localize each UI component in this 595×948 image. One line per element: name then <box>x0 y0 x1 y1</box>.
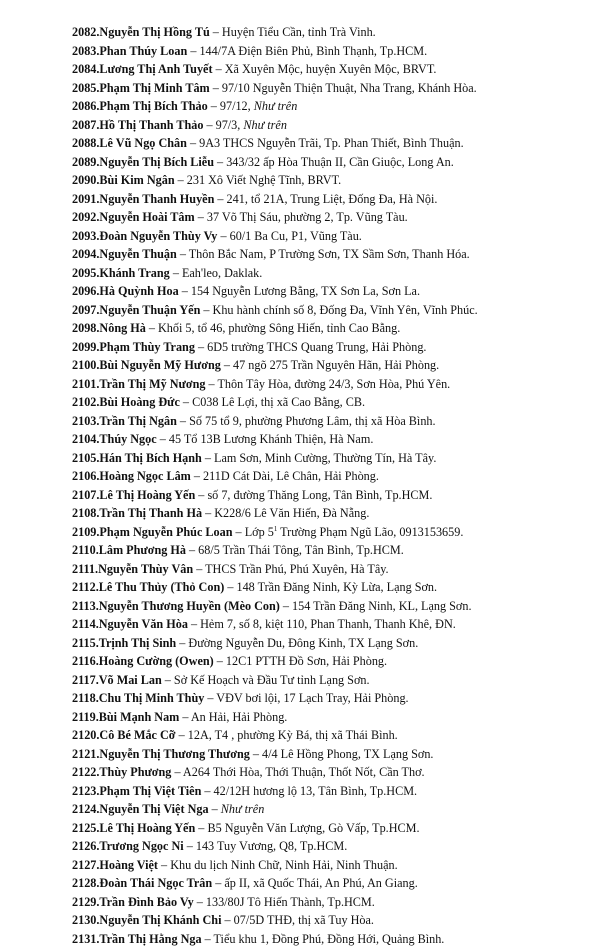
entry-name: Nguyễn Thương Huyền (Mèo Con) <box>99 599 280 613</box>
entry-number: 2100. <box>72 358 99 372</box>
entry-number: 2086. <box>72 99 99 113</box>
entry-superscript: 1 <box>274 524 278 532</box>
entry-name: Hoàng Cường (Owen) <box>99 654 214 668</box>
list-item <box>72 615 582 634</box>
entry-description: – 144/7A Điện Biên Phủ, Bình Thạnh, Tp.HCM. <box>187 44 427 58</box>
entry-name: Nguyễn Thanh Huyền <box>99 192 214 206</box>
entry-number: 2123. <box>72 784 99 798</box>
entry-number: 2115. <box>72 636 99 650</box>
entry-name: Trần Thị Hằng Nga <box>99 932 201 946</box>
entry-number: 2096. <box>72 284 99 298</box>
entry-name: Cô Bé Mắc Cỡ <box>99 728 175 742</box>
entry-description: – Hẻm 7, số 8, kiệt 110, Phan Thanh, Thanh Khê, ĐN. <box>188 617 456 631</box>
entry-name: Đoàn Thái Ngọc Trân <box>99 876 212 890</box>
entry-number: 2118. <box>72 691 99 705</box>
entry-number: 2087. <box>72 118 99 132</box>
entry-number: 2107. <box>72 488 99 502</box>
entry-description: – 154 Trần Đăng Ninh, KL, Lạng Sơn. <box>280 599 472 613</box>
entry-number: 2106. <box>72 469 99 483</box>
list-item <box>72 782 582 801</box>
entry-note: Như trên <box>243 118 287 132</box>
entry-name: Trần Thị Ngân <box>99 414 176 428</box>
entry-number: 2113. <box>72 599 99 613</box>
entry-number: 2110. <box>72 543 99 557</box>
entry-name: Nguyễn Thùy Vân <box>98 562 193 576</box>
entry-number: 2094. <box>72 247 99 261</box>
entry-description: – 148 Trần Đăng Ninh, Kỳ Lừa, Lạng Sơn. <box>224 580 437 594</box>
list-item <box>72 319 582 338</box>
entry-name: Hoàng Ngọc Lâm <box>99 469 190 483</box>
entry-name: Chu Thị Minh Thùy <box>99 691 205 705</box>
entry-description: – 343/32 ấp Hòa Thuận II, Cần Giuộc, Long An. <box>214 155 454 169</box>
entry-number: 2128. <box>72 876 99 890</box>
entry-name: Phan Thúy Loan <box>99 44 187 58</box>
entry-description: – VĐV bơi lội, 17 Lạch Tray, Hải Phòng. <box>204 691 408 705</box>
entry-description: – Đường Nguyễn Du, Đông Kinh, TX Lạng Sơn. <box>176 636 418 650</box>
entry-number: 2125. <box>72 821 99 835</box>
entry-name: Nguyễn Thị Hồng Tú <box>99 25 209 39</box>
list-item <box>72 911 582 930</box>
entry-name: Trần Đình Bảo Vy <box>99 895 193 909</box>
list-item <box>72 356 582 375</box>
entry-description: – 4/4 Lê Hồng Phong, TX Lạng Sơn. <box>250 747 434 761</box>
entry-name: Phạm Thùy Trang <box>99 340 195 354</box>
entry-name: Bùi Nguyễn Mỹ Hương <box>99 358 220 372</box>
entry-name: Hoàng Việt <box>99 858 158 872</box>
list-item <box>72 245 582 264</box>
list-item <box>72 763 582 782</box>
list-item <box>72 634 582 653</box>
list-item <box>72 264 582 283</box>
list-item <box>72 208 582 227</box>
list-item <box>72 597 582 616</box>
list-item <box>72 227 582 246</box>
entry-number: 2104. <box>72 432 99 446</box>
entry-name: Nông Hà <box>99 321 145 335</box>
entry-description: – Thôn Tây Hòa, đường 24/3, Sơn Hòa, Phú Yên. <box>205 377 450 391</box>
entry-name: Lê Thị Hoàng Yến <box>99 821 195 835</box>
entry-description: – 60/1 Ba Cu, P1, Vũng Tàu. <box>217 229 361 243</box>
entry-description: – 97/3, <box>203 118 243 132</box>
list-item <box>72 893 582 912</box>
entry-number: 2091. <box>72 192 99 206</box>
list-item <box>72 745 582 764</box>
list-item <box>72 171 582 190</box>
entry-number: 2120. <box>72 728 99 742</box>
entry-number: 2112. <box>72 580 99 594</box>
entry-number: 2101. <box>72 377 99 391</box>
entry-description: – An Hải, Hải Phòng. <box>179 710 287 724</box>
entry-name: Lê Thu Thủy (Thỏ Con) <box>99 580 225 594</box>
entry-number: 2127. <box>72 858 99 872</box>
entry-description: – Huyện Tiểu Cần, tỉnh Trà Vinh. <box>210 25 376 39</box>
list-item <box>72 560 582 579</box>
entry-name: Nguyễn Thị Bích Liễu <box>99 155 214 169</box>
list-item <box>72 153 582 172</box>
list-item <box>72 393 582 412</box>
entry-description: – 211D Cát Dài, Lê Chân, Hải Phòng. <box>191 469 379 483</box>
entry-note: Như trên <box>254 99 298 113</box>
entry-number: 2114. <box>72 617 99 631</box>
entry-description: – ấp II, xã Quốc Thái, An Phú, An Giang. <box>212 876 418 890</box>
list-item <box>72 856 582 875</box>
list-item <box>72 97 582 116</box>
entry-name: Phạm Thị Bích Thảo <box>99 99 207 113</box>
list-item <box>72 800 582 819</box>
list-item <box>72 338 582 357</box>
entry-description: – 97/10 Nguyễn Thiện Thuật, Nha Trang, Khánh Hòa. <box>210 81 477 95</box>
entry-number: 2088. <box>72 136 99 150</box>
entry-number: 2099. <box>72 340 99 354</box>
entry-number: 2085. <box>72 81 99 95</box>
entry-number: 2082. <box>72 25 99 39</box>
entry-number: 2117. <box>72 673 99 687</box>
list-item <box>72 375 582 394</box>
entry-number: 2089. <box>72 155 99 169</box>
list-item <box>72 79 582 98</box>
entry-description: – Tiểu khu 1, Đồng Phú, Đồng Hới, Quảng Bình. <box>202 932 445 946</box>
entry-description: – số 7, đường Thăng Long, Tân Bình, Tp.HCM. <box>195 488 432 502</box>
entry-name: Khánh Trang <box>99 266 169 280</box>
list-item <box>72 467 582 486</box>
entry-name: Trần Thị Mỹ Nương <box>99 377 205 391</box>
entry-description: – A264 Thới Hòa, Thới Thuận, Thốt Nốt, Cần Thơ. <box>171 765 424 779</box>
entry-description: – K228/6 Lê Văn Hiến, Đà Nẵng. <box>202 506 369 520</box>
entry-number: 2097. <box>72 303 99 317</box>
list-item <box>72 116 582 135</box>
list-item <box>72 689 582 708</box>
entry-description: – Khu hành chính số 8, Đống Đa, Vĩnh Yên, Vĩnh Phúc. <box>200 303 477 317</box>
entry-name: Đoàn Nguyễn Thùy Vy <box>99 229 217 243</box>
entry-description: – <box>209 802 221 816</box>
entry-description: – Lớp 5 <box>233 525 274 539</box>
entry-description: – C038 Lê Lợi, thị xã Cao Bằng, CB. <box>180 395 365 409</box>
entry-description: – Khối 5, tổ 46, phường Sông Hiến, tỉnh Cao Bằng. <box>146 321 400 335</box>
list-item <box>72 23 582 42</box>
entry-name: Nguyễn Thuận <box>99 247 176 261</box>
list-item <box>72 412 582 431</box>
list-item <box>72 874 582 893</box>
entry-number: 2124. <box>72 802 99 816</box>
list-item <box>72 449 582 468</box>
entry-description: – 231 Xô Viết Nghệ Tĩnh, BRVT. <box>175 173 342 187</box>
entry-description: – 12A, T4 , phường Kỳ Bá, thị xã Thái Bình. <box>176 728 398 742</box>
entry-name: Trịnh Thị Sinh <box>99 636 176 650</box>
entry-description: – Thôn Bắc Nam, P Trường Sơn, TX Sầm Sơn, Thanh Hóa. <box>177 247 470 261</box>
entry-number: 2121. <box>72 747 99 761</box>
entry-number: 2093. <box>72 229 99 243</box>
entry-name: Nguyễn Thị Việt Nga <box>99 802 208 816</box>
entry-number: 2119. <box>72 710 99 724</box>
list-item <box>72 671 582 690</box>
entry-name: Lê Thị Hoàng Yến <box>99 488 195 502</box>
entry-description: – THCS Trần Phú, Phú Xuyên, Hà Tây. <box>193 562 388 576</box>
entry-description: – Lam Sơn, Minh Cường, Thường Tín, Hà Tây. <box>202 451 437 465</box>
list-item <box>72 42 582 61</box>
entry-number: 2131. <box>72 932 99 946</box>
entry-name: Hán Thị Bích Hạnh <box>99 451 201 465</box>
list-item <box>72 578 582 597</box>
list-item <box>72 652 582 671</box>
entry-description: – Số 75 tổ 9, phường Phương Lâm, thị xã Hòa Bình. <box>177 414 436 428</box>
entry-number: 2126. <box>72 839 99 853</box>
list-item <box>72 486 582 505</box>
entry-name: Thúy Ngọc <box>99 432 156 446</box>
entry-number: 2122. <box>72 765 99 779</box>
entry-description: – 97/12, <box>208 99 254 113</box>
list-item <box>72 190 582 209</box>
entry-name: Nguyễn Thị Khánh Chi <box>99 913 221 927</box>
list-item <box>72 134 582 153</box>
entry-number: 2084. <box>72 62 99 76</box>
list-item <box>72 301 582 320</box>
entry-name: Lương Thị Anh Tuyết <box>99 62 212 76</box>
entry-name: Bùi Mạnh Nam <box>99 710 180 724</box>
entry-description: – 47 ngõ 275 Trần Nguyên Hãn, Hải Phòng. <box>221 358 439 372</box>
entry-description: – 241, tổ 21A, Trung Liệt, Đống Đa, Hà Nội. <box>214 192 437 206</box>
entry-name: Phạm Thị Việt Tiên <box>99 784 201 798</box>
entry-list <box>72 23 582 948</box>
entry-description: – 68/5 Trần Thái Tông, Tân Bình, Tp.HCM. <box>186 543 404 557</box>
entry-description: – 143 Tuy Vương, Q8, Tp.HCM. <box>184 839 348 853</box>
entry-description: – 12C1 PTTH Đồ Sơn, Hải Phòng. <box>214 654 387 668</box>
entry-description: – 07/5D THĐ, thị xã Tuy Hòa. <box>221 913 373 927</box>
entry-description: – 45 Tổ 13B Lương Khánh Thiện, Hà Nam. <box>157 432 374 446</box>
list-item <box>72 930 582 948</box>
entry-number: 2111. <box>72 562 98 576</box>
entry-name: Hà Quỳnh Hoa <box>99 284 178 298</box>
entry-name: Bùi Kim Ngân <box>99 173 174 187</box>
entry-number: 2130. <box>72 913 99 927</box>
entry-number: 2109. <box>72 525 99 539</box>
entry-description: – Xã Xuyên Mộc, huyện Xuyên Mộc, BRVT. <box>213 62 437 76</box>
entry-description: – Khu du lịch Ninh Chữ, Ninh Hải, Ninh Thuận. <box>158 858 398 872</box>
entry-number: 2098. <box>72 321 99 335</box>
entry-name: Trương Ngọc Ni <box>99 839 183 853</box>
entry-note: Như trên <box>221 802 265 816</box>
entry-number: 2108. <box>72 506 99 520</box>
entry-name: Lâm Phương Hà <box>99 543 186 557</box>
entry-description: – 133/80J Tô Hiến Thành, Tp.HCM. <box>194 895 375 909</box>
entry-description-continued: Trường Phạm Ngũ Lão, 0913153659. <box>277 525 463 539</box>
list-item <box>72 708 582 727</box>
entry-description: – B5 Nguyễn Văn Lượng, Gò Vấp, Tp.HCM. <box>195 821 419 835</box>
entry-name: Trần Thị Thanh Hà <box>99 506 202 520</box>
entry-name: Phạm Thị Minh Tâm <box>99 81 209 95</box>
list-item <box>72 523 582 542</box>
entry-description: – 42/12H hương lộ 13, Tân Bình, Tp.HCM. <box>201 784 417 798</box>
entry-name: Võ Mai Lan <box>99 673 162 687</box>
entry-name: Hồ Thị Thanh Thảo <box>99 118 203 132</box>
entry-description: – 6D5 trường THCS Quang Trung, Hải Phòng. <box>195 340 427 354</box>
entry-number: 2103. <box>72 414 99 428</box>
entry-name: Nguyễn Hoài Tâm <box>99 210 194 224</box>
entry-number: 2105. <box>72 451 99 465</box>
entry-description: – Sở Kế Hoạch và Đầu Tư tỉnh Lạng Sơn. <box>162 673 370 687</box>
list-item <box>72 504 582 523</box>
entry-description: – Eah'leo, Daklak. <box>170 266 263 280</box>
entry-number: 2102. <box>72 395 99 409</box>
entry-number: 2095. <box>72 266 99 280</box>
entry-number: 2129. <box>72 895 99 909</box>
entry-number: 2092. <box>72 210 99 224</box>
entry-name: Bùi Hoàng Đức <box>99 395 179 409</box>
entry-description: – 9A3 THCS Nguyễn Trãi, Tp. Phan Thiết, Bình Thuận. <box>187 136 464 150</box>
list-item <box>72 541 582 560</box>
entry-description: – 37 Võ Thị Sáu, phường 2, Tp. Vũng Tàu. <box>195 210 408 224</box>
entry-number: 2090. <box>72 173 99 187</box>
list-item <box>72 282 582 301</box>
list-item <box>72 819 582 838</box>
list-item <box>72 726 582 745</box>
entry-name: Nguyễn Văn Hòa <box>99 617 188 631</box>
list-item <box>72 60 582 79</box>
entry-name: Phạm Nguyễn Phúc Loan <box>99 525 232 539</box>
entry-number: 2116. <box>72 654 99 668</box>
entry-name: Nguyễn Thuận Yến <box>99 303 200 317</box>
entry-number: 2083. <box>72 44 99 58</box>
entry-name: Nguyễn Thị Thương Thương <box>99 747 249 761</box>
entry-description: – 154 Nguyễn Lương Bằng, TX Sơn La, Sơn La. <box>179 284 420 298</box>
entry-name: Lê Vũ Ngọ Chân <box>99 136 186 150</box>
entry-name: Thùy Phương <box>99 765 171 779</box>
list-item <box>72 837 582 856</box>
list-item <box>72 430 582 449</box>
